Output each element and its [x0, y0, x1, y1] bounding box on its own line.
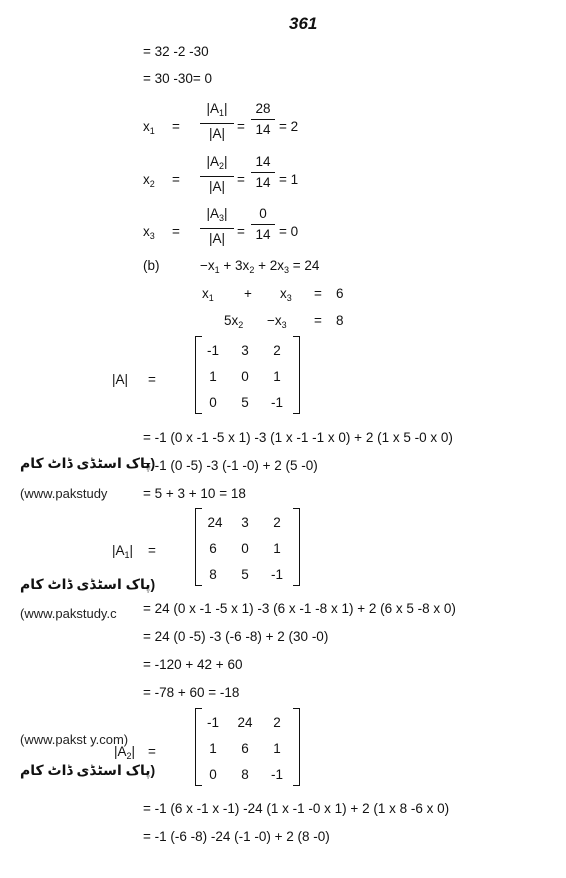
det-step: = -1 (-6 -8) -24 (-1 -0) + 2 (8 -0)	[143, 829, 330, 844]
result: = 2	[279, 119, 299, 134]
watermark-urdu: (پاک اسٹڈی ڈاٹ کام	[20, 576, 156, 592]
variable-label: $x_3$	[143, 224, 155, 241]
page-number: 361	[289, 14, 318, 33]
det-label-A1: $|A_1|$	[112, 543, 134, 560]
equals-sign: =	[172, 224, 180, 239]
fraction: 14 14	[251, 154, 275, 191]
equation-line: = 32 -2 -30	[143, 44, 209, 59]
watermark-url: (www.pakst y.com)	[20, 732, 129, 747]
det-step: = 5 + 3 + 10 = 18	[143, 486, 246, 501]
equals-sign: =	[237, 119, 245, 134]
det-step: = -1 (6 x -1 x -1) -24 (1 x -1 -0 x 1) + 2 (1 x 8 -6 x 0)	[143, 801, 450, 816]
equation-line: = 30 -30= 0	[143, 71, 213, 86]
denominator: |A|	[208, 126, 226, 141]
part-label: (b)	[143, 258, 160, 273]
equals-sign: =	[172, 172, 180, 187]
det-step: = -1 (0 -5) -3 (-1 -0) + 2 (5 -0)	[143, 458, 318, 473]
result: = 0	[279, 224, 299, 239]
fraction: $|A_2|$ |A|	[200, 154, 234, 195]
equals-sign: =	[148, 543, 156, 558]
matrix-A2: -1 24 2 1 6 1 0 8 -1	[195, 708, 300, 786]
watermark-urdu: (پاک اسٹڈی ڈاٹ کام	[20, 455, 156, 471]
equals-sign: =	[237, 224, 245, 239]
det-label-A: |A|	[112, 372, 129, 387]
fraction	[200, 101, 234, 142]
equals-sign: =	[172, 119, 180, 134]
fraction: 28 14	[251, 101, 275, 138]
result: = 1	[279, 172, 299, 187]
variable-label: $x_1$	[143, 119, 155, 136]
det-step: = -1 (0 x -1 -5 x 1) -3 (1 x -1 -1 x 0) + 2 (1 x 5 -0 x 0)	[143, 430, 453, 445]
det-label-A2: $|A_2|$	[114, 744, 136, 761]
equals-sign: =	[148, 744, 156, 759]
fraction: 0 14	[251, 206, 275, 243]
equals-sign: =	[148, 372, 156, 387]
det-step: = 24 (0 -5) -3 (-6 -8) + 2 (30 -0)	[143, 629, 329, 644]
det-step: = -78 + 60 = -18	[143, 685, 240, 700]
watermark-url: (www.pakstudy.c	[20, 606, 117, 621]
equals-sign: =	[237, 172, 245, 187]
watermark-urdu: (پاک اسٹڈی ڈاٹ کام	[20, 762, 156, 778]
variable-label: $x_2$	[143, 172, 155, 189]
det-step: = 24 (0 x -1 -5 x 1) -3 (6 x -1 -8 x 1) + 2 (6 x 5 -8 x 0)	[143, 601, 456, 616]
system-equation-1: $-x_1 + 3x_2 + 2x_3 = 24$	[200, 258, 320, 275]
det-step: = -120 + 42 + 60	[143, 657, 243, 672]
matrix-A1: 24 3 2 6 0 1 8 5 -1	[195, 508, 300, 586]
watermark-url: (www.pakstudy	[20, 486, 108, 501]
matrix-A: -1 3 2 1 0 1 0 5 -1	[195, 336, 300, 414]
numerator: $|A_1|$	[206, 101, 228, 118]
fraction: $|A_3|$ |A|	[200, 206, 234, 247]
